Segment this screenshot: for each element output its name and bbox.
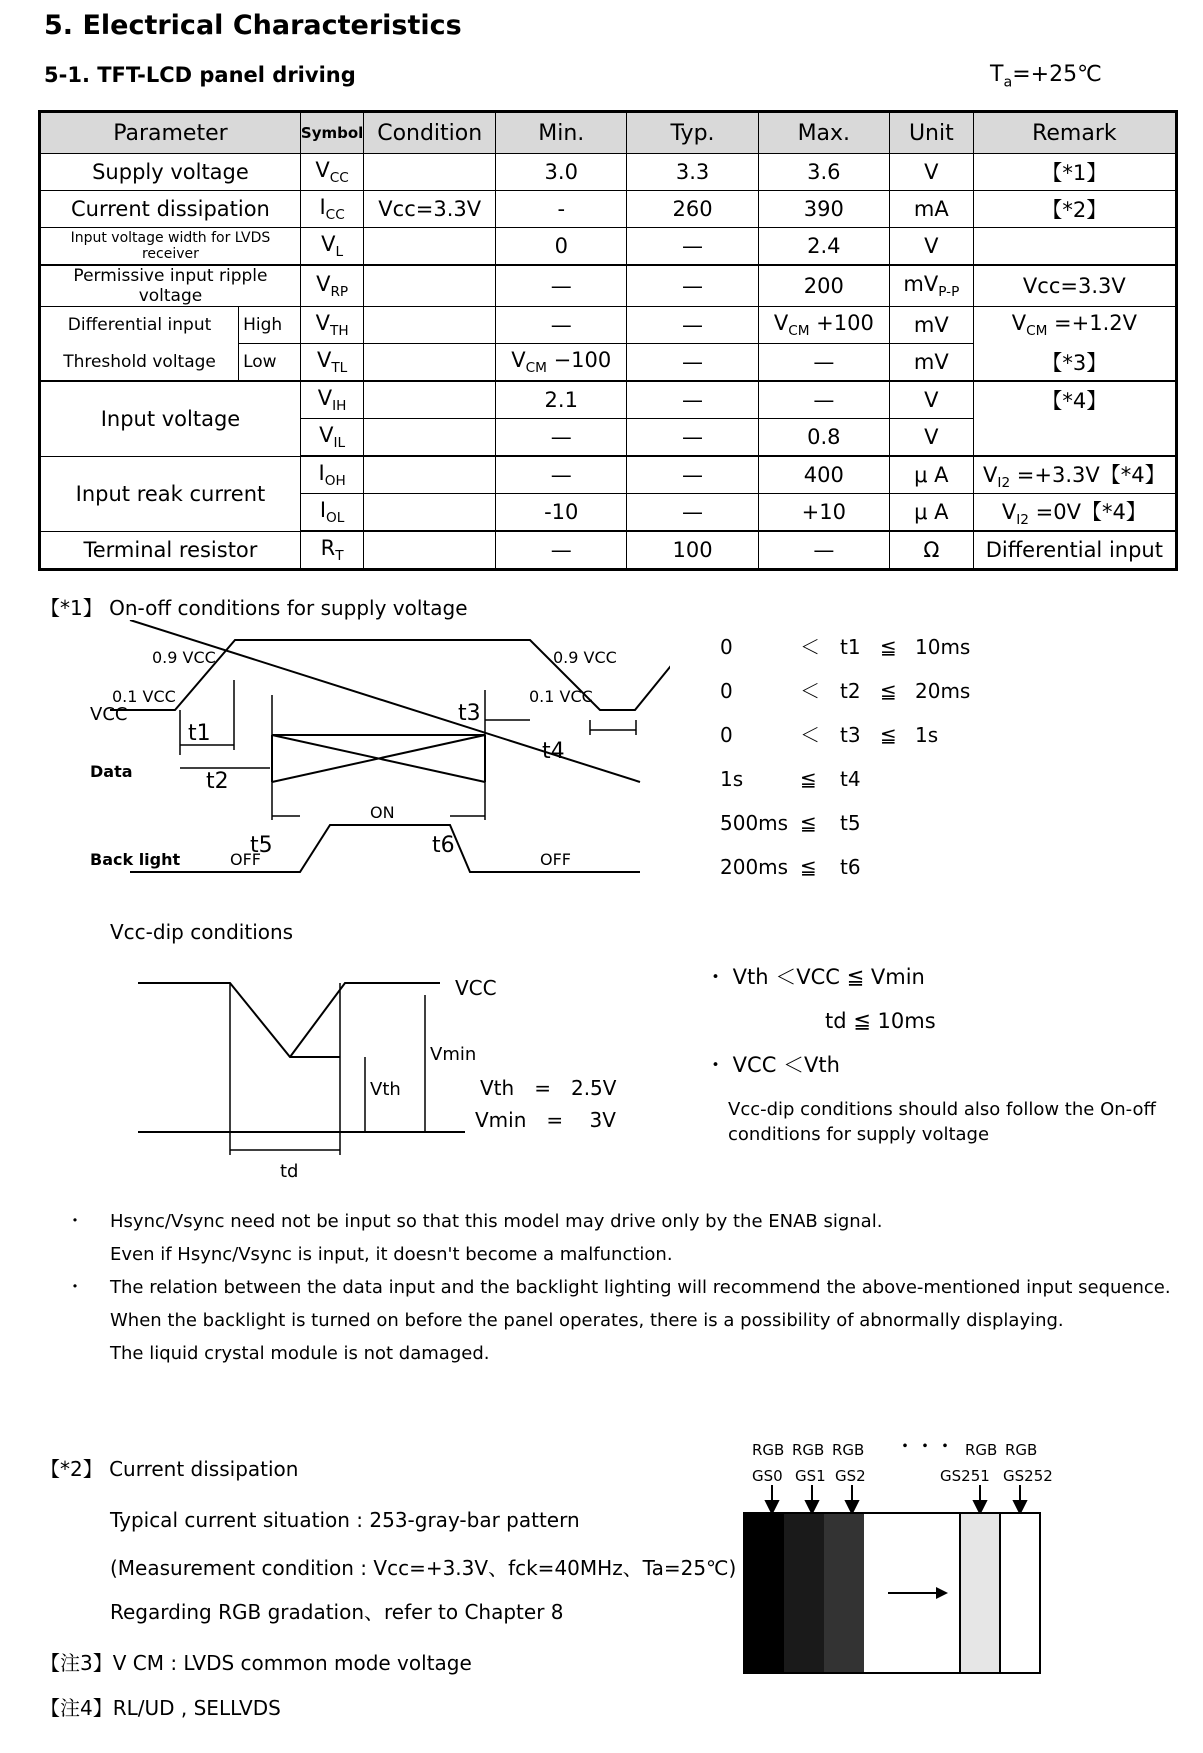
label-vth: Vth [370,1079,401,1100]
cell-condition [364,344,496,382]
cell-max: $V_{CM} +100$ [758,307,889,344]
cell-remark: $V_{I2} =0V$【*4】 [973,494,1176,532]
cell-condition [364,228,496,266]
cell-param: Threshold voltage [40,344,239,382]
label-01vcc-right: 0.1 VCC [529,687,593,706]
table-row [40,381,1177,419]
gray-bar-diagram [740,1435,1060,1680]
cell-symbol: $V_{CC}$ [300,154,363,191]
cell-typ: — [627,381,758,419]
label-01vcc-left: 0.1 VCC [112,687,176,706]
cell-remark [973,228,1176,266]
col-remark: Remark [973,112,1176,154]
cell-param: Current dissipation [40,191,301,228]
label-gs1: GS1 [795,1467,826,1485]
cell-remark: Differential input [973,531,1176,570]
cell-remark: $V_{CM} =+1.2V$ [973,307,1176,344]
col-parameter: Parameter [40,112,301,154]
cell-unit: μ A [890,456,974,494]
table-row [40,307,1177,344]
cell-condition [364,531,496,570]
cell-unit: μ A [890,494,974,532]
cell-symbol: $V_{TH}$ [300,307,363,344]
cell-remark: 【*1】 [973,154,1176,191]
condition-row: 0 ＜ t2 ≦ 20ms [720,679,971,703]
label-vmin-eq: Vmin = 3V [475,1108,616,1132]
cell-symbol: $V_{RP}$ [300,265,363,307]
table-row [40,344,1177,382]
cell-max: 200 [758,265,889,307]
cell-param: Input voltage [40,381,301,456]
cell-min: $V_{CM} -100$ [496,344,627,382]
note4: 【注4】RL/UD , SELLVDS [40,1696,281,1720]
cell-symbol: $V_L$ [300,228,363,266]
cell-min: 3.0 [496,154,627,191]
label-backlight: Back light [90,850,181,869]
label-gs251: GS251 [940,1467,990,1485]
label-vcc: VCC [90,704,128,725]
vccdip-conditions [705,955,936,1087]
label-vcc: VCC [455,976,497,1000]
note2-line2: (Measurement condition : Vcc=+3.3V、fck=40MHz、Ta=25℃) [110,1556,737,1580]
cell-max: — [758,531,889,570]
label-09vcc-left: 0.9 VCC [152,648,216,667]
label-t2: t2 [206,769,229,794]
cell-condition: Vcc=3.3V [364,191,496,228]
cell-remark: 【*3】 [973,344,1176,382]
cell-min: 2.1 [496,381,627,419]
cell-condition [364,419,496,457]
note-line: Even if Hsync/Vsync is input, it doesn't become a malfunction. [110,1244,673,1265]
label-off-left: OFF [230,850,261,869]
col-condition: Condition [364,112,496,154]
cell-remark [973,419,1176,457]
note-line: When the backlight is turned on before the panel operates, there is a possibility of abnormally displaying. [110,1310,1064,1331]
cell-symbol: $R_T$ [300,531,363,570]
vccdip-diagram [130,955,630,1185]
cell-param: Supply voltage [40,154,301,191]
cell-max: 3.6 [758,154,889,191]
cell-typ: — [627,494,758,532]
label-rgb: RGB [792,1441,825,1459]
note-line: ・ Hsync/Vsync need not be input so that this model may drive only by the ENAB signal. [66,1211,883,1232]
label-t1: t1 [188,721,211,746]
label-09vcc-right: 0.9 VCC [553,648,617,667]
power-sequence-diagram [90,620,670,880]
label-rgb: RGB [965,1441,998,1459]
vccdip-title: Vcc-dip conditions [110,920,294,944]
note2-line1: Typical current situation : 253-gray-bar pattern [110,1508,580,1532]
cell-min: — [496,419,627,457]
note-line: The liquid crystal module is not damaged. [110,1343,490,1364]
label-rgb: RGB [832,1441,865,1459]
label-t5: t5 [250,833,273,858]
cell-param: Input voltage width for LVDS receiver [40,228,301,266]
electrical-spec-table [38,110,1178,571]
condition-row: 0 ＜ t3 ≦ 1s [720,723,939,747]
cell-typ: 260 [627,191,758,228]
cell-max: — [758,381,889,419]
cell-typ: 100 [627,531,758,570]
label-data: Data [90,762,133,781]
cell-symbol: $I_{CC}$ [300,191,363,228]
cell-typ: — [627,419,758,457]
note2-title: 【*2】 Current dissipation [40,1457,299,1481]
cell-max: 0.8 [758,419,889,457]
cell-unit: mV [890,344,974,382]
cell-typ: — [627,228,758,266]
label-rgb: RGB [752,1441,785,1459]
table-header-row [40,112,1177,154]
label-rgb: RGB [1005,1441,1038,1459]
cell-min: — [496,307,627,344]
label-gs2: GS2 [835,1467,866,1485]
label-gs0: GS0 [752,1467,783,1485]
cell-param-sub: High [239,307,301,344]
label-on: ON [370,803,395,822]
col-min: Min. [496,112,627,154]
cell-unit: V [890,419,974,457]
col-unit: Unit [890,112,974,154]
cell-typ: — [627,456,758,494]
vccdip-cond1: ・ Vth ＜VCC ≦ Vmin [705,965,925,989]
table-row [40,154,1177,191]
cell-condition [364,154,496,191]
note-line: ・ The relation between the data input and the backlight lighting will recommend the above-mentioned input sequence. [66,1277,1171,1298]
timing-conditions [720,625,970,889]
col-symbol: Symbol [300,112,363,154]
cell-max: +10 [758,494,889,532]
cell-max: — [758,344,889,382]
cell-unit: V [890,154,974,191]
note3: 【注3】V CM : LVDS common mode voltage [40,1651,472,1675]
cell-condition [364,381,496,419]
cell-condition [364,307,496,344]
label-t3: t3 [458,701,481,726]
cell-param-sub: Low [239,344,301,382]
label-vth-eq: Vth = 2.5V [480,1076,617,1100]
cell-unit: V [890,228,974,266]
cell-remark: $V_{I2} =+3.3V$【*4】 [973,456,1176,494]
cell-symbol: $V_{IH}$ [300,381,363,419]
cell-symbol: $V_{TL}$ [300,344,363,382]
label-vmin: Vmin [430,1044,477,1065]
col-max: Max. [758,112,889,154]
cell-unit: $mV_{P-P}$ [890,265,974,307]
vccdip-cond3: ・ VCC ＜Vth [705,1053,840,1077]
cell-typ: — [627,265,758,307]
cell-symbol: $I_{OH}$ [300,456,363,494]
cell-max: 400 [758,456,889,494]
cell-param: Input reak current [40,456,301,531]
label-td: td [280,1161,299,1182]
cell-typ: 3.3 [627,154,758,191]
cell-min: — [496,456,627,494]
cell-typ: — [627,307,758,344]
cell-remark: 【*2】 [973,191,1176,228]
cell-max: 2.4 [758,228,889,266]
cell-min: -10 [496,494,627,532]
cell-min: — [496,265,627,307]
subsection-heading: 5-1. TFT-LCD panel driving [44,63,356,87]
table-row [40,531,1177,570]
cell-param: Differential input [40,307,239,344]
cell-remark: 【*4】 [973,381,1176,419]
label-t6: t6 [432,833,455,858]
table-row [40,228,1177,266]
condition-row: 1s ≦ t4 [720,767,861,791]
condition-row: 200ms ≦ t6 [720,855,861,879]
note2-line3: Regarding RGB gradation、refer to Chapter 8 [110,1600,564,1624]
label-gs252: GS252 [1003,1467,1053,1485]
cell-unit: mA [890,191,974,228]
section-heading: 5. Electrical Characteristics [44,10,462,41]
col-typ: Typ. [627,112,758,154]
general-notes [66,1205,1180,1370]
cell-unit: Ω [890,531,974,570]
condition-row: 0 ＜ t1 ≦ 10ms [720,635,971,659]
note1-title: 【*1】 On-off conditions for supply voltage [40,596,468,620]
cell-symbol: $V_{IL}$ [300,419,363,457]
cell-min: - [496,191,627,228]
cell-param: Permissive input ripple voltage [40,265,301,307]
condition-row: 500ms ≦ t5 [720,811,861,835]
cell-remark: Vcc=3.3V [973,265,1176,307]
label-t4: t4 [542,739,565,764]
cell-condition [364,456,496,494]
table-row [40,456,1177,494]
label-off-right: OFF [540,850,571,869]
table-row [40,191,1177,228]
cell-param: Terminal resistor [40,531,301,570]
table-row [40,265,1177,307]
cell-typ: — [627,344,758,382]
cell-unit: mV [890,307,974,344]
cell-min: 0 [496,228,627,266]
vccdip-follow-note: Vcc-dip conditions should also follow the On-off conditions for supply voltage [728,1099,1156,1145]
cell-unit: V [890,381,974,419]
cell-condition [364,265,496,307]
cell-condition [364,494,496,532]
cell-max: 390 [758,191,889,228]
label-dots: ・・・ [895,1435,955,1458]
ambient-temperature: $T_a=+25℃$ [990,62,1102,91]
vccdip-cond2: td ≦ 10ms [825,1009,936,1033]
cell-symbol: $I_{OL}$ [300,494,363,532]
cell-min: — [496,531,627,570]
